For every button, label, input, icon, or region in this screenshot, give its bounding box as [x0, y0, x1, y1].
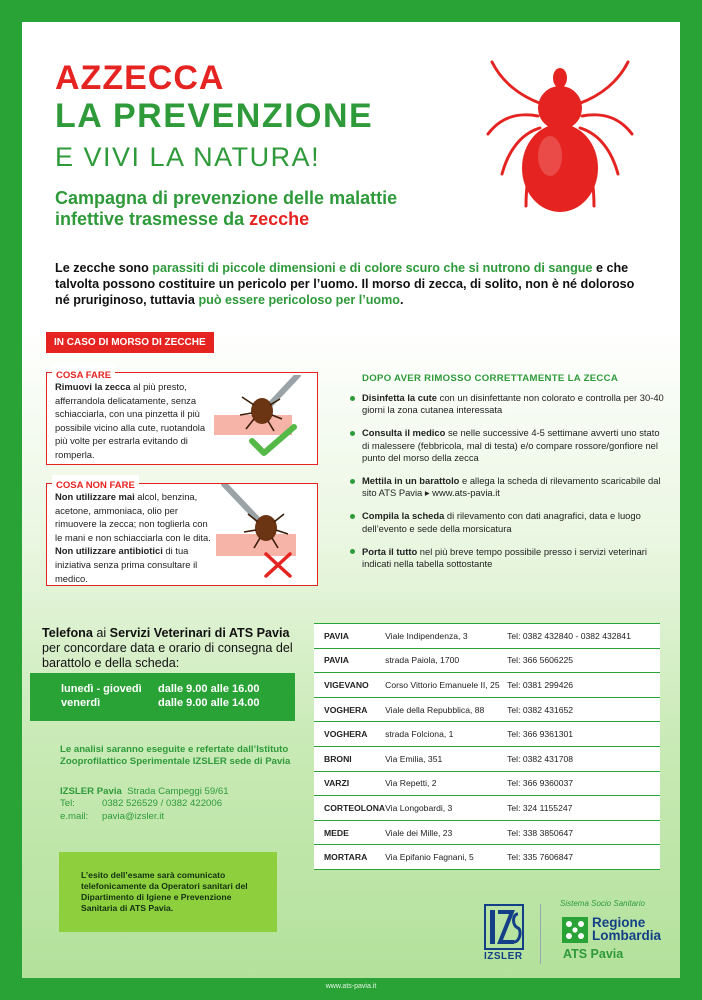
subtitle: Campagna di prevenzione delle malattie infettive trasmesse da zecche — [55, 188, 398, 229]
list-item: Porta il tutto nel più breve tempo possibile presso i servizi veterinari indicati nella tabella sottostante — [348, 546, 668, 571]
opening-hours: lunedì - giovedì dalle 9.00 alle 16.00 venerdì dalle 9.00 alle 14.00 — [30, 673, 295, 721]
cosa-non-fare-text: Non utilizzare mai alcol, benzina, acetone, ammoniaca, olio per rimuovere la zecca; non toglierla con le mani e non schiacciarla con le dita. Non utilizzare antibiotici di tua iniziativa senza prima consultare il medico. — [55, 491, 211, 584]
headline-line1: AZZECCA — [55, 59, 225, 97]
table-row: BRONI Via Emilia, 351 Tel: 0382 431708 — [314, 746, 660, 771]
cosa-fare-title: COSA FARE — [52, 365, 115, 383]
list-item: Mettila in un barattolo e allega la scheda di rilevamento scaricabile dal sito ATS Pavia ▸ www.ats-pavia.it — [348, 475, 668, 500]
telefona-text: Telefona ai Servizi Veterinari di ATS Pavia per concordare data e orario di consegna del barattolo e della scheda: — [42, 626, 293, 670]
esito-note: L’esito dell’esame sarà comunicato telefonicamente da Operatori sanitari del Dipartimento di Igiene e Prevenzione Sanitaria di ATS Pavia. — [59, 852, 277, 932]
poster-sheet — [22, 22, 680, 978]
dopo-title: DOPO AVER RIMOSSO CORRETTAMENTE LA ZECCA — [362, 373, 619, 384]
footer-url[interactable]: www.ats-pavia.it — [325, 983, 377, 990]
table-row: VOGHERA strada Folciona, 1 Tel: 366 9361301 — [314, 722, 660, 747]
list-item: Compila la scheda di rilevamento con dati anagrafici, data e luogo dell’evento e sede della morsicatura — [348, 510, 668, 535]
ats-pavia-label: ATS Pavia — [563, 947, 624, 961]
regione-lombardia-logo-icon — [562, 917, 588, 943]
regione-lombardia-text: Regione Lombardia — [592, 915, 662, 943]
list-item: Consulta il medico se nelle successive 4-5 settimane avverti uno stato di malessere (febbricola, mal di testa) e/o compare rossore/gonfiore nel punto del morso della zecca — [348, 427, 668, 464]
tick-illustration-icon — [480, 56, 640, 231]
table-row: MEDE Viale dei Mille, 23 Tel: 338 3850647 — [314, 820, 660, 845]
tweezers-removal-icon — [212, 375, 312, 460]
cosa-fare-text: Rimuovi la zecca al più presto, afferrandola delicatamente, senza schiacciarla, con una pinzetta il più possibile vicino alla cute, ruotandola più volte per estrarla evitando di romperla. — [55, 381, 206, 460]
cosa-non-fare-title: COSA NON FARE — [52, 475, 139, 493]
headline-line3: E VIVI LA NATURA! — [55, 142, 321, 172]
list-item: Disinfetta la cute con un disinfettante non colorato e controlla per 30-40 giorni la zona cutanea interessata — [348, 392, 668, 417]
logo-divider — [540, 904, 541, 964]
section-label: IN CASO DI MORSO DI ZECCHE — [46, 332, 214, 353]
table-row: PAVIA strada Paiola, 1700 Tel: 366 5606225 — [314, 648, 660, 673]
table-row: CORTEOLONA Via Longobardi, 3 Tel: 324 1155247 — [314, 796, 660, 821]
izsler-logo-icon — [484, 904, 524, 950]
sistema-label: Sistema Socio Sanitario — [560, 899, 645, 908]
analisi-text: Le analisi saranno eseguite e refertate dall’Istituto Zooprofilattico Sperimentale IZSLER sede di Pavia — [60, 744, 291, 768]
veterinary-services-table — [314, 623, 660, 870]
table-row: PAVIA Viale Indipendenza, 3 Tel: 0382 432840 - 0382 432841 — [314, 624, 660, 649]
intro-paragraph: Le zecche sono parassiti di piccole dimensioni e di colore scuro che si nutrono di sangue e che talvolta possono costituire un pericolo per l’uomo. Il morso di zecca, di solito, non è né doloroso né pruriginoso, tuttavia può essere pericoloso per l’uomo. — [55, 261, 635, 307]
table-row: VOGHERA Viale della Repubblica, 88 Tel: 0382 431652 — [314, 697, 660, 722]
izsler-logo-text: IZSLER — [484, 951, 523, 962]
headline-line2: LA PREVENZIONE — [55, 97, 374, 135]
izsler-contact: IZSLER Pavia Strada Campeggi 59/61 Tel: 0382 526529 / 0382 422006 e.mail: pavia@izsler.it — [60, 786, 229, 822]
wrong-removal-icon — [214, 484, 314, 579]
table-row: VIGEVANO Corso Vittorio Emanuele II, 25 Tel: 0381 299426 — [314, 673, 660, 698]
table-row: MORTARA Via Epifanio Fagnani, 5 Tel: 335 7606847 — [314, 845, 660, 870]
table-row: VARZI Via Repetti, 2 Tel: 366 9360037 — [314, 771, 660, 796]
email-link[interactable]: pavia@izsler.it — [102, 810, 164, 822]
dopo-list — [348, 392, 668, 581]
